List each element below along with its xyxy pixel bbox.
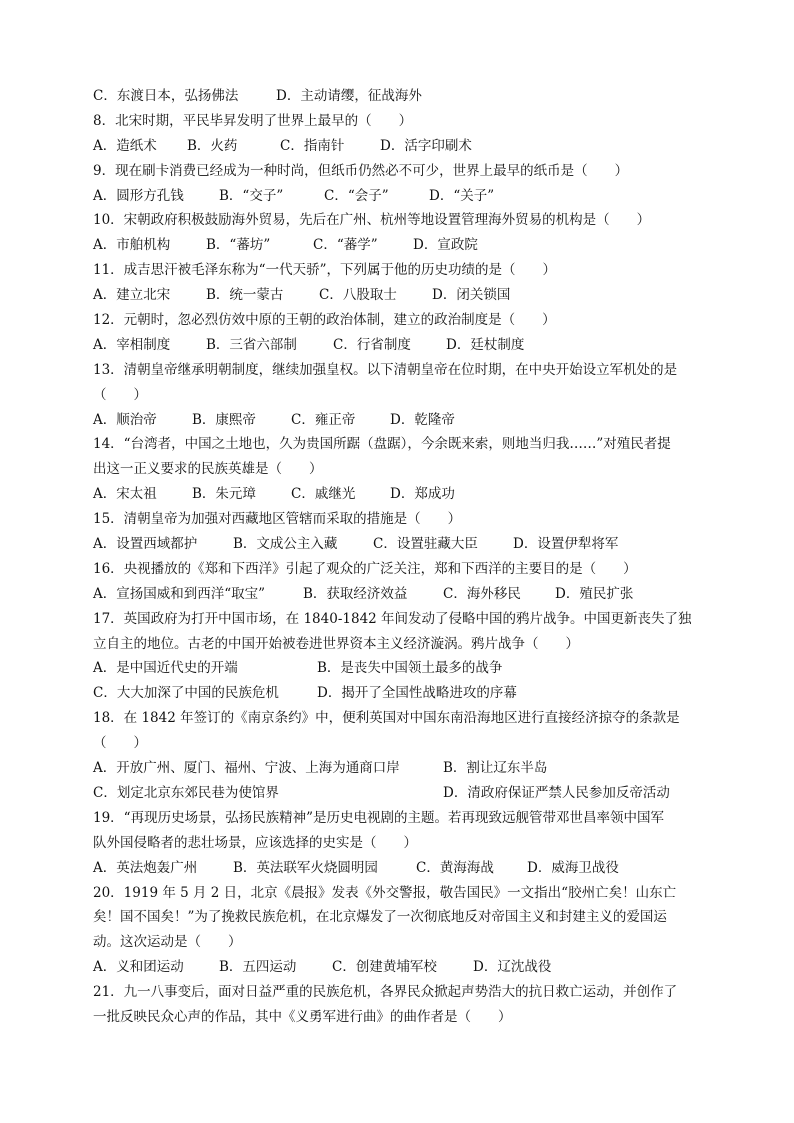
options-row: [93, 482, 703, 507]
option-c: C．划定北京东郊民巷为使馆界: [93, 784, 279, 801]
option-b: B．文成公主入藏: [233, 536, 338, 553]
option-d: D．主动请缨，征战海外: [276, 88, 422, 104]
option-a: A．是中国近代史的开端: [93, 660, 238, 677]
option-d: D．清政府保证严禁人民参加反帝活动: [443, 784, 670, 801]
question-text: [93, 84, 703, 1030]
option-d: D．威海卫战役: [527, 859, 619, 876]
question-14-cont: 出这一正义要求的民族英雄是（ ）: [93, 461, 323, 478]
options-row: [93, 582, 703, 607]
option-a: A．圆形方孔钱: [93, 187, 184, 204]
option-d: D．“关子”: [429, 187, 495, 204]
options-row: [93, 283, 703, 308]
option-b: B．统一蒙古: [206, 287, 284, 304]
option-d: D．揭开了全国性战略进攻的序幕: [317, 685, 517, 702]
options-row: [93, 84, 703, 109]
question-20-cont: 矣！国不国矣！”为了挽救民族危机，在北京爆发了一次彻底地反对帝国主义和封建主义的爱国运: [93, 909, 667, 926]
question-9: 9．现在刷卡消费已经成为一种时尚，但纸币仍然必不可少，世界上最早的纸币是（ ）: [93, 162, 629, 179]
option-d: D．宣政院: [413, 237, 478, 254]
options-row: [93, 233, 703, 258]
option-d: D．廷杖制度: [446, 336, 525, 353]
option-d: D．设置伊犁将军: [513, 536, 619, 553]
options-row: [93, 408, 703, 433]
option-a: A．开放广州、厦门、福州、宁波、上海为通商口岸: [93, 760, 400, 777]
option-c: C．“会子”: [324, 187, 389, 204]
option-b: B．获取经济效益: [303, 585, 408, 602]
question-13: 13．清朝皇帝继承明朝制度，继续加强皇权。以下清朝皇帝在位时期，在中央开始设立军机处的是: [93, 361, 678, 378]
option-c: C．海外移民: [443, 585, 521, 602]
option-b: B．英法联军火烧圆明园: [233, 859, 378, 876]
question-18-cont: （ ）: [93, 735, 147, 752]
option-b: B．割让辽东半岛: [443, 760, 548, 777]
options-row: [93, 955, 703, 980]
option-d: D．辽沈战役: [473, 959, 552, 976]
question-17: 17．英国政府为打开中国市场，在 1840-1842 年间发动了侵略中国的鸦片战争。中国更新丧失了独: [93, 610, 692, 627]
option-c: C．八股取士: [319, 287, 397, 304]
options-row: [93, 134, 703, 159]
option-c: C．黄海海战: [416, 859, 494, 876]
question-17-cont: 立自主的地位。古老的中国开始被卷进世界资本主义经济漩涡。鸦片战争（ ）: [93, 635, 579, 652]
option-c: C．大大加深了中国的民族危机: [93, 685, 279, 702]
question-20-cont: 动。这次运动是（ ）: [93, 934, 242, 951]
option-c: C．创建黄埔军校: [332, 959, 437, 976]
option-a: A．宋太祖: [93, 486, 157, 503]
option-b: B．“交子”: [219, 187, 284, 204]
option-b: B．“蕃坊”: [206, 237, 271, 254]
option-c: C．设置驻藏大臣: [373, 536, 478, 553]
option-a: A．建立北宋: [93, 287, 171, 304]
option-a: A．顺治帝: [93, 411, 157, 428]
option-d: D．殖民扩张: [555, 585, 634, 602]
option-c: C．指南针: [280, 137, 345, 154]
question-18: 18．在 1842 年签订的《南京条约》中，便利英国对中国东南沿海地区进行直接经济掠夺的条款是: [93, 710, 680, 727]
option-b: B．五四运动: [219, 959, 297, 976]
options-row: [93, 781, 703, 806]
option-b: B．是丧失中国领土最多的战争: [317, 660, 503, 677]
question-13-cont: （ ）: [93, 386, 147, 403]
options-row: [93, 333, 703, 358]
question-21-cont: 一批反映民众心声的作品，其中《义勇军进行曲》的曲作者是（ ）: [93, 1008, 512, 1025]
option-a: A．宰相制度: [93, 336, 171, 353]
option-a: A．造纸术: [93, 137, 157, 154]
option-d: D．乾隆帝: [390, 411, 455, 428]
options-row: [93, 532, 703, 557]
question-21: 21．九一八事变后，面对日益严重的民族危机，各界民众掀起声势浩大的抗日救亡运动，并创作了: [93, 984, 678, 1001]
options-row: [93, 856, 703, 881]
option-a: A．宣扬国威和到西洋“取宝”: [93, 585, 266, 602]
option-a: A．设置西域都护: [93, 536, 198, 553]
options-row: [93, 756, 703, 781]
option-b: B．三省六部制: [206, 336, 297, 353]
question-19: 19．“再现历史场景，弘扬民族精神”是历史电视剧的主题。若再现致远舰管带邓世昌率领中国军: [93, 809, 664, 826]
options-row: [93, 184, 703, 209]
question-19-cont: 队外国侵略者的悲壮场景，应该选择的史实是（ ）: [93, 834, 417, 851]
option-c: C．雍正帝: [291, 411, 356, 428]
option-a: A．市舶机构: [93, 237, 171, 254]
question-12: 12．元朝时，忽必烈仿效中原的王朝的政治体制，建立的政治制度是（ ）: [93, 312, 556, 329]
option-b: B．火药: [187, 137, 238, 154]
question-11: 11．成吉思汗被毛泽东称为“一代天骄”，下列属于他的历史功绩的是（ ）: [93, 262, 556, 279]
question-15: 15．清朝皇帝为加强对西藏地区管辖而采取的措施是（ ）: [93, 511, 462, 528]
option-a: A．义和团运动: [93, 959, 184, 976]
option-d: D．活字印刷术: [380, 137, 472, 154]
option-d: D．闭关锁国: [432, 287, 511, 304]
options-row: [93, 681, 703, 706]
option-c: C．“蕃学”: [313, 237, 378, 254]
option-b: B．康熙帝: [192, 411, 256, 428]
options-row: [93, 656, 703, 681]
option-c: C．东渡日本，弘扬佛法: [93, 88, 239, 104]
option-b: B．朱元璋: [192, 486, 256, 503]
option-d: D．郑成功: [390, 486, 455, 503]
option-c: C．戚继光: [291, 486, 356, 503]
question-10: 10．宋朝政府积极鼓励海外贸易，先后在广州、杭州等地设置管理海外贸易的机构是（ ）: [93, 212, 651, 229]
option-a: A．英法炮轰广州: [93, 859, 198, 876]
question-8: 8．北宋时期，平民毕昇发明了世界上最早的（ ）: [93, 112, 413, 129]
option-c: C．行省制度: [333, 336, 411, 353]
question-20: 20．1919 年 5 月 2 日，北京《晨报》发表《外交警报，敬告国民》一文指出“胶州亡矣！山东亡: [93, 884, 677, 901]
question-14: 14．“台湾者，中国之土地也，久为贵国所踞（盘踞），今余既来索，则地当归我……”对殖民者提: [93, 436, 671, 453]
question-16: 16．央视播放的《郑和下西洋》引起了观众的广泛关注，郑和下西洋的主要目的是（ ）: [93, 560, 637, 577]
